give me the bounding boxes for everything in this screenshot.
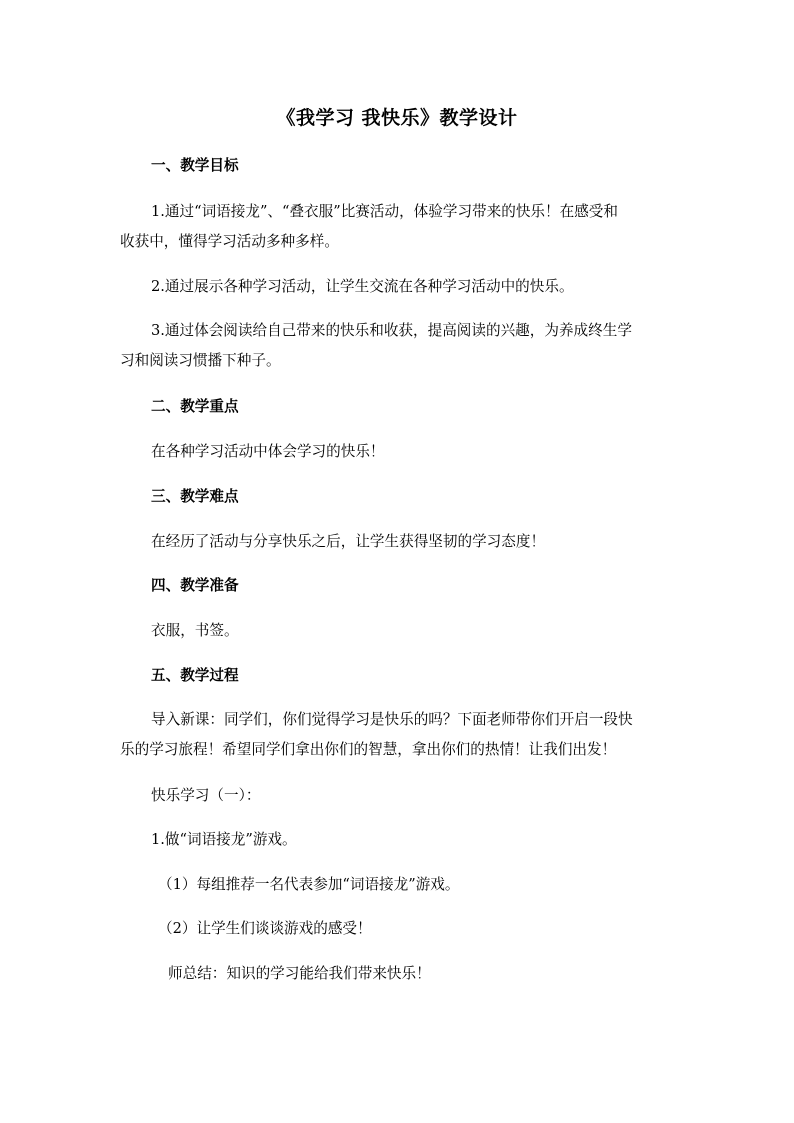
difficulty-text: 在经历了活动与分享快乐之后，让学生获得坚韧的学习态度！ [151, 533, 546, 550]
section-heading-focus: 二、教学重点 [151, 398, 239, 415]
section-heading-goals: 一、教学目标 [151, 157, 239, 174]
document-title: 《我学习 我快乐》教学设计 [276, 107, 518, 129]
prep-text: 衣服，书签。 [151, 622, 239, 639]
goal-1-line-2: 收获中，懂得学习活动多种多样。 [120, 233, 339, 250]
goal-1-line-1: 1.通过“词语接龙”、“叠衣服”比赛活动，体验学习带来的快乐！在感受和 [151, 203, 618, 220]
teacher-summary: 师总结：知识的学习能给我们带来快乐！ [168, 965, 431, 982]
intro-line-1: 导入新课：同学们，你们觉得学习是快乐的吗？下面老师带你们开启一段快 [151, 711, 633, 728]
intro-line-2: 乐的学习旅程！希望同学们拿出你们的智慧，拿出你们的热情！让我们出发！ [120, 741, 617, 758]
step-1: 1.做“词语接龙”游戏。 [151, 831, 297, 848]
goal-3-line-1: 3.通过体会阅读给自己带来的快乐和收获，提高阅读的兴趣，为养成终生学 [151, 322, 632, 339]
step-1-a: （1）每组推荐一名代表参加“词语接龙”游戏。 [158, 876, 460, 893]
section-heading-process: 五、教学过程 [151, 667, 239, 684]
goal-2: 2.通过展示各种学习活动，让学生交流在各种学习活动中的快乐。 [151, 278, 574, 295]
goal-3-line-2: 习和阅读习惯播下种子。 [120, 352, 281, 369]
happy-learning-1: 快乐学习（一）： [151, 787, 261, 804]
section-heading-prep: 四、教学准备 [151, 577, 239, 594]
focus-text: 在各种学习活动中体会学习的快乐！ [151, 443, 385, 460]
section-heading-difficulty: 三、教学难点 [151, 488, 239, 505]
step-1-b: （2）让学生们谈谈游戏的感受！ [158, 920, 372, 937]
